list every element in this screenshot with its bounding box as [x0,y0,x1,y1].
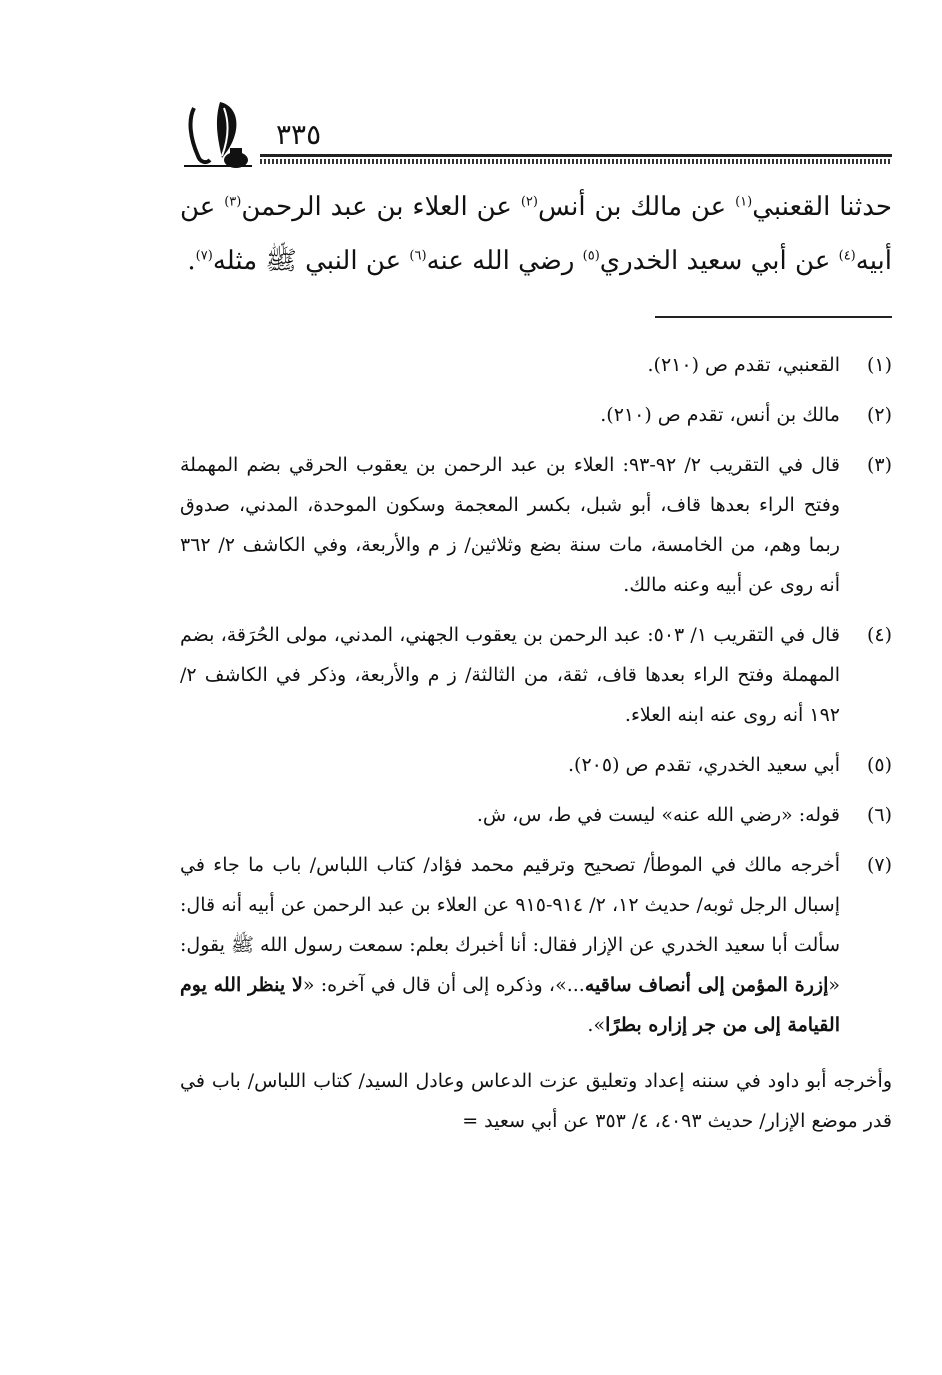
footnote-continuation: وأخرجه أبو داود في سننه إعداد وتعليق عزت الدعاس وعادل السيد/ كتاب اللباس/ باب في قدر موضع الإزار/ حديث ٤٠٩٣، ٤/ ٣٥٣ عن أبي سعيد = [180,1070,892,1132]
footnote-ref[interactable]: (٧) [195,248,213,264]
footnote-ref[interactable]: (٤) [838,248,856,264]
footnote-text: أبي سعيد الخدري، تقدم ص (٢٠٥). [568,754,840,776]
footnote-ref[interactable]: (١) [735,194,753,210]
footnote-text: القعنبي، تقدم ص (٢١٠). [647,354,840,376]
text-segment: عن أبي سعيد الخدري [599,246,839,276]
text-segment: عن مالك بن أنس [537,192,736,222]
text-segment: ...»، وذكره إلى أن قال في آخره: « [302,974,585,996]
footnote-number: (٣) [866,454,892,476]
footnote-4 [180,615,892,735]
footnote-text: قوله: «رضي الله عنه» ليست في ط، س، ش. [476,804,840,826]
footnote-number: (١) [866,354,892,376]
footnotes [180,345,892,1147]
header-rule [260,154,892,164]
footnote-ref[interactable]: (٥) [582,248,600,264]
footnote-number: (٦) [866,804,892,826]
footnote-1 [180,345,892,385]
footnote-2 [180,395,892,435]
footnote-number: (٤) [866,624,892,646]
footnote-paragraph [180,845,840,1045]
page-header [180,98,892,173]
footnote-text [180,845,840,1051]
hadith-quote: إزرة المؤمن إلى أنصاف ساقيه [584,974,829,996]
text-segment: ». [587,1014,606,1036]
footnote-7 [180,845,892,1051]
text-segment: . [187,246,196,276]
text-segment: عن العلاء بن عبد الرحمن [241,192,521,222]
hadith-text [180,180,892,288]
footnote-6 [180,795,892,835]
text-segment: عن النبي ﷺ مثله [212,246,410,276]
footnote-number: (٧) [866,854,892,876]
footnote-5 [180,745,892,785]
footnote-3 [180,445,892,605]
footnote-number: (٥) [866,754,892,776]
footnote-text: قال في التقريب ١/ ٥٠٣: عبد الرحمن بن يعقوب الجهني، المدني، مولى الحُرَقة، بضم المهملة وفتح الراء بعدها قاف، ثقة، من الثالثة/ ز م والأربعة، وذكر في الكاشف ٢/ ١٩٢ أنه روى عنه ابنه العلاء. [180,624,840,726]
footnote-number: (٢) [866,404,892,426]
text-segment: أخرجه مالك في الموطأ/ تصحيح وترقيم محمد فؤاد/ كتاب اللباس/ باب ما جاء في إسبال الرجل ثوبه/ حديث ١٢، ٢/ ٩١٤-٩١٥ عن العلاء بن عبد الرحمن عن أبيه أنه قال: سألت أبا سعيد الخدري عن الإزار فقال: أنا أخبرك بعلم: سمعت رسول الله ﷺ يقول: « [180,854,841,996]
footnote-separator [655,316,892,318]
text-segment: رضي الله عنه [426,246,583,276]
footnote-ref[interactable]: (٦) [409,248,427,264]
page-number: ٣٣٥ [276,118,322,151]
footnote-ref[interactable]: (٢) [520,194,538,210]
footnote-ref[interactable]: (٣) [224,194,242,210]
text-segment: عن أبيه [180,192,892,276]
footnote-text: قال في التقريب ٢/ ٩٢-٩٣: العلاء بن عبد الرحمن بن يعقوب الحرقي بضم المهملة وفتح الراء بعدها قاف، أبو شبل، بكسر المعجمة وسكون الموحدة، المدني، صدوق ربما وهم، من الخامسة، مات سنة بضع وثلاثين/ ز م والأربعة، وفي الكاشف ٢/ ٣٦٢ أنه روى عن أبيه وعنه مالك. [180,454,840,596]
footnote-text: مالك بن أنس، تقدم ص (٢١٠). [600,404,840,426]
hadith-quote: لا ينظر الله يوم القيامة إلى من جر إزاره بطرًا [180,974,840,1036]
quill-inkwell-icon [180,98,255,173]
text-segment: حدثنا القعنبي [752,192,892,222]
